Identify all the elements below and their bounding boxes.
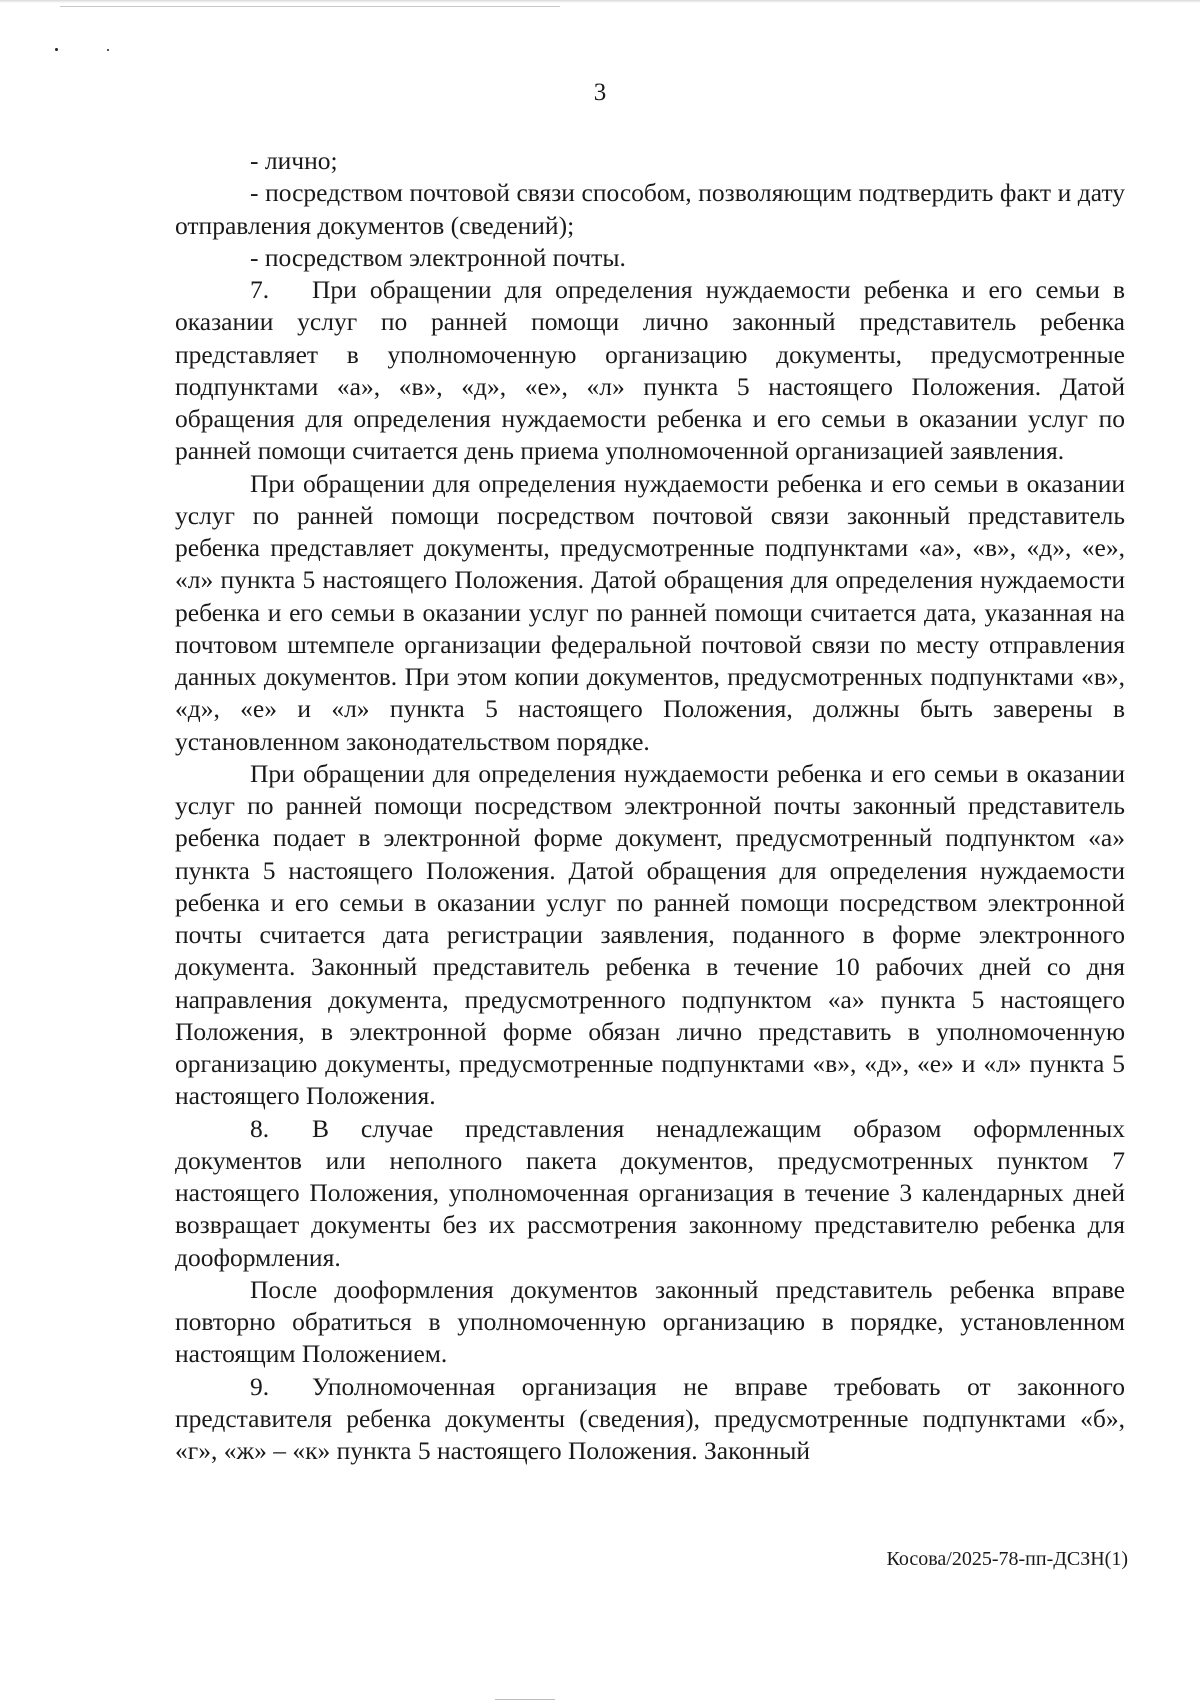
- page-number: 3: [593, 79, 607, 106]
- scan-artifact-line: [60, 6, 560, 7]
- scan-artifact-line: [495, 1699, 555, 1700]
- clause-7: [175, 274, 1125, 468]
- list-item-by-post: - посредством почтовой связи способом, позволяющим подтвердить факт и дату отправления документов (сведений);: [175, 178, 1125, 240]
- list-item-by-email: - посредством электронной почты.: [250, 242, 626, 272]
- document-footer-code: Косова/2025-78-пп-ДСЗН(1): [886, 1548, 1128, 1570]
- list-item-in-person: - лично;: [250, 146, 338, 175]
- clause-number: 8.: [250, 1113, 270, 1143]
- clause-number: 9.: [250, 1371, 270, 1401]
- document-body: [175, 145, 1125, 1467]
- clause-9: [175, 1371, 1125, 1468]
- paragraph-email: При обращении для определения нуждаемости ребенка и его семьи в оказании услуг по ранней помощи посредством электронной почты законный представитель ребенка подает в электронной форме документ, предусмотренный подпунктом «а» пункта 5 настоящего Положения. Датой обращения для определения нуждаемости ребенка и его семьи в оказании услуг по ранней помощи посредством электронной почты считается дата регистрации заявления, поданного в форме электронного документа. Законный представитель ребенка в течение 10 рабочих дней со дня направления документа, предусмотренного подпунктом «а» пункта 5 настоящего Положения, в электронной форме обязан лично представить в уполномоченную организацию документы, предусмотренные подпунктами «в», «д», «е» и «л» пункта 5 настоящего Положения.: [175, 758, 1125, 1111]
- clause-text: Уполномоченная организация не вправе требовать от законного представителя ребенка документы (сведения), предусмотренные подпунктами «б», «г», «ж» – «к» пункта 5 настоящего Положения. Законный: [175, 1371, 1125, 1465]
- clause-text: При обращении для определения нуждаемости ребенка и его семьи в оказании услуг по ранней помощи лично законный представитель ребенка представляет в уполномоченную организацию документы, предусмотренные подпунктами «а», «в», «д», «е», «л» пункта 5 настоящего Положения. Датой обращения для определения нуждаемости ребенка и его семьи в оказании услуг по ранней помощи считается день приема уполномоченной организацией заявления.: [175, 275, 1125, 466]
- scan-speck: [107, 49, 109, 51]
- paragraph-postal: При обращении для определения нуждаемости ребенка и его семьи в оказании услуг по ранней помощи посредством почтовой связи законный представитель ребенка представляет документы, предусмотренные подпунктами «а», «в», «д», «е», «л» пункта 5 настоящего Положения. Датой обращения для определения нуждаемости ребенка и его семьи в оказании услуг по ранней помощи считается дата, указанная на почтовом штемпеле организации федеральной почтовой связи по месту отправления данных документов. При этом копии документов, предусмотренных подпунктами «в», «д», «е» и «л» пункта 5 настоящего Положения, должны быть заверены в установленном законодательством порядке.: [175, 468, 1125, 756]
- clause-text: В случае представления ненадлежащим образом оформленных документов или неполного пакета документов, предусмотренных пунктом 7 настоящего Положения, уполномоченная организация в течение 3 календарных дней возвращает документы без их рассмотрения законному представителю ребенка для дооформления.: [175, 1113, 1125, 1272]
- clause-number: 7.: [250, 275, 270, 304]
- scan-speck: [55, 48, 58, 51]
- scan-top-edge: [0, 0, 1200, 3]
- paragraph-resubmission: После дооформления документов законный представитель ребенка вправе повторно обратиться в уполномоченную организацию в порядке, установленном настоящим Положением.: [175, 1274, 1125, 1369]
- clause-8: [175, 1113, 1125, 1274]
